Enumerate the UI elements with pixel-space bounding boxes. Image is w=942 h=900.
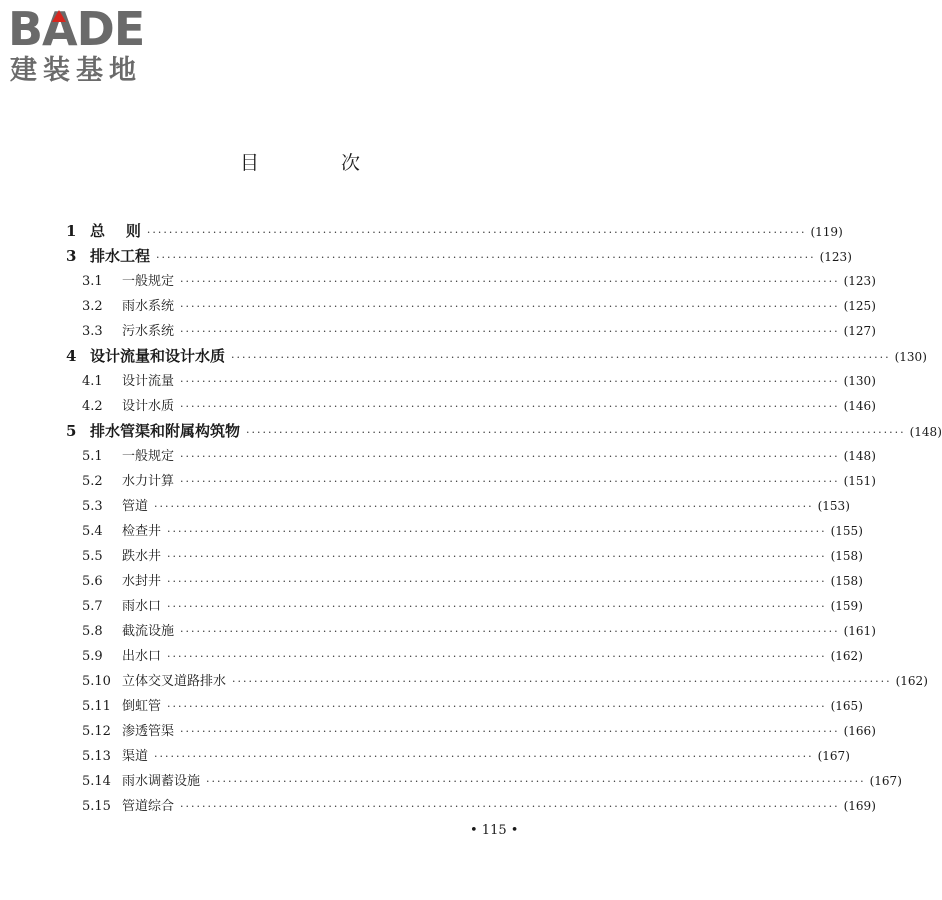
toc-entry-title: 管道综合 xyxy=(122,799,175,814)
toc-entry xyxy=(66,595,863,620)
toc-entry xyxy=(66,795,876,820)
toc-leader-dots: ························································································································ xyxy=(180,325,840,338)
toc-entry-number: 5.9 xyxy=(82,649,103,664)
toc-entry-title: 截流设施 xyxy=(122,624,175,639)
toc-entry-page: (153) xyxy=(817,499,850,513)
toc-entry-title: 一般规定 xyxy=(122,274,175,289)
toc-entry xyxy=(66,470,876,495)
toc-leader-dots: ························································································································ xyxy=(167,550,827,563)
toc-entry-page: (130) xyxy=(843,374,876,388)
toc-entry-page: (165) xyxy=(830,699,863,713)
toc-entry-number: 5.7 xyxy=(82,599,103,614)
toc-entry-number: 5.14 xyxy=(82,774,111,789)
toc-leader-dots: ························································································································ xyxy=(180,275,840,288)
toc-entry-page: (167) xyxy=(869,774,902,788)
toc-entry xyxy=(66,620,876,645)
toc-leader-dots: ························································································································ xyxy=(154,500,814,513)
toc-entry-page: (158) xyxy=(830,574,863,588)
toc-entry-number: 5.11 xyxy=(82,699,111,714)
toc-entry xyxy=(66,395,876,420)
toc-entry-number: 5 xyxy=(66,422,77,440)
toc-entry-number: 5.4 xyxy=(82,524,103,539)
toc-leader-dots: ························································································································ xyxy=(180,725,840,738)
toc-entry xyxy=(66,345,927,370)
toc-leader-dots: ························································································································ xyxy=(180,375,840,388)
toc-entry-title: 水封井 xyxy=(122,574,162,589)
toc-entry-title: 排水管渠和附属构筑物 xyxy=(90,422,241,440)
toc-entry-number: 5.8 xyxy=(82,624,103,639)
toc-entry-page: (155) xyxy=(830,524,863,538)
toc-leader-dots: ························································································································ xyxy=(180,475,840,488)
toc-entry-title: 跌水井 xyxy=(122,549,162,564)
toc-entry-title: 污水系统 xyxy=(122,324,175,339)
toc-leader-dots: ························································································································ xyxy=(180,300,840,313)
toc-entry-page: (127) xyxy=(843,324,876,338)
toc-entry-title: 管道 xyxy=(122,499,149,514)
toc-entry-title: 立体交叉道路排水 xyxy=(122,674,227,689)
toc-entry-number: 5.12 xyxy=(82,724,111,739)
toc-entry xyxy=(66,770,902,795)
toc-entry xyxy=(66,370,876,395)
toc-entry-page: (123) xyxy=(819,250,852,264)
toc-entry-title: 渗透管渠 xyxy=(122,724,175,739)
toc-leader-dots: ························································································································ xyxy=(154,750,814,763)
logo-wordmark: BADE xyxy=(8,2,145,56)
toc-leader-dots: ························································································································ xyxy=(246,426,906,439)
logo-accent-triangle xyxy=(52,10,66,22)
toc-entry-title: 出水口 xyxy=(122,649,162,664)
toc-leader-dots: ························································································································ xyxy=(167,575,827,588)
toc-leader-dots: ························································································································ xyxy=(231,351,891,364)
toc-entry-title: 检查井 xyxy=(122,524,162,539)
toc-entry-title: 排水工程 xyxy=(90,247,151,265)
toc-entry-title: 设计流量和设计水质 xyxy=(90,347,226,365)
toc-entry xyxy=(66,720,876,745)
toc-entry-number: 3.1 xyxy=(82,274,103,289)
toc-entry xyxy=(66,220,843,245)
toc-entry-title: 雨水口 xyxy=(122,599,162,614)
toc-entry-number: 4.2 xyxy=(82,399,103,414)
toc-leader-dots: ························································································································ xyxy=(167,525,827,538)
toc-leader-dots: ························································································································ xyxy=(156,251,816,264)
toc-entry-number: 5.6 xyxy=(82,574,103,589)
toc-entry-page: (167) xyxy=(817,749,850,763)
toc-entry-title: 倒虹管 xyxy=(122,699,162,714)
toc-entry-title: 水力计算 xyxy=(122,474,175,489)
toc-entry-page: (162) xyxy=(830,649,863,663)
toc-entry-number: 5.5 xyxy=(82,549,103,564)
toc-entry xyxy=(66,545,863,570)
toc-leader-dots: ························································································································ xyxy=(167,650,827,663)
toc-entry-number: 5.1 xyxy=(82,449,103,464)
toc-entry-number: 5.2 xyxy=(82,474,103,489)
toc-entry-title: 雨水系统 xyxy=(122,299,175,314)
toc-entry-title: 渠道 xyxy=(122,749,149,764)
toc-entry-page: (166) xyxy=(843,724,876,738)
toc-entry-page: (148) xyxy=(843,449,876,463)
table-of-contents xyxy=(66,220,942,820)
toc-entry-page: (169) xyxy=(843,799,876,813)
toc-entry-number: 3.3 xyxy=(82,324,103,339)
toc-entry-page: (162) xyxy=(895,674,928,688)
toc-leader-dots: ························································································································ xyxy=(167,700,827,713)
toc-entry xyxy=(66,695,863,720)
toc-entry-title: 设计水质 xyxy=(122,399,175,414)
toc-entry-page: (123) xyxy=(843,274,876,288)
toc-entry xyxy=(66,495,850,520)
toc-entry-title: 设计流量 xyxy=(122,374,175,389)
toc-entry xyxy=(66,320,876,345)
toc-leader-dots: ························································································································ xyxy=(206,775,866,788)
toc-entry-page: (159) xyxy=(830,599,863,613)
toc-entry xyxy=(66,420,942,445)
toc-entry xyxy=(66,670,928,695)
toc-entry xyxy=(66,570,863,595)
toc-entry-number: 3.2 xyxy=(82,299,103,314)
toc-entry xyxy=(66,295,876,320)
toc-entry-number: 5.10 xyxy=(82,674,111,689)
toc-leader-dots: ························································································································ xyxy=(167,600,827,613)
toc-entry-number: 3 xyxy=(66,247,77,265)
toc-entry-title: 总 则 xyxy=(90,222,141,240)
toc-leader-dots: ························································································································ xyxy=(180,450,840,463)
toc-entry-title: 一般规定 xyxy=(122,449,175,464)
toc-entry xyxy=(66,520,863,545)
page-number: • 115 • xyxy=(470,823,519,838)
toc-leader-dots: ························································································································ xyxy=(232,675,892,688)
toc-entry xyxy=(66,270,876,295)
toc-entry-page: (119) xyxy=(810,225,843,239)
toc-entry-number: 1 xyxy=(66,222,77,240)
toc-leader-dots: ························································································································ xyxy=(180,400,840,413)
toc-entry-page: (148) xyxy=(909,425,942,439)
toc-leader-dots: ························································································································ xyxy=(146,226,807,239)
logo-subtitle: 建装基地 xyxy=(10,55,142,86)
toc-entry-number: 5.3 xyxy=(82,499,103,514)
toc-entry-number: 4.1 xyxy=(82,374,103,389)
page-title: 目 次 xyxy=(239,152,399,174)
toc-entry-page: (146) xyxy=(843,399,876,413)
toc-entry xyxy=(66,245,852,270)
toc-entry-number: 5.15 xyxy=(82,799,111,814)
toc-entry-number: 5.13 xyxy=(82,749,111,764)
toc-entry-page: (151) xyxy=(843,474,876,488)
toc-entry-page: (161) xyxy=(843,624,876,638)
toc-entry-page: (125) xyxy=(843,299,876,313)
toc-entry-page: (130) xyxy=(894,350,927,364)
toc-entry xyxy=(66,645,863,670)
toc-entry-title: 雨水调蓄设施 xyxy=(122,774,201,789)
bade-logo xyxy=(8,2,178,88)
toc-entry-number: 4 xyxy=(66,347,77,365)
toc-entry xyxy=(66,445,876,470)
toc-leader-dots: ························································································································ xyxy=(180,625,840,638)
toc-entry-page: (158) xyxy=(830,549,863,563)
toc-leader-dots: ························································································································ xyxy=(180,800,840,813)
toc-entry xyxy=(66,745,850,770)
